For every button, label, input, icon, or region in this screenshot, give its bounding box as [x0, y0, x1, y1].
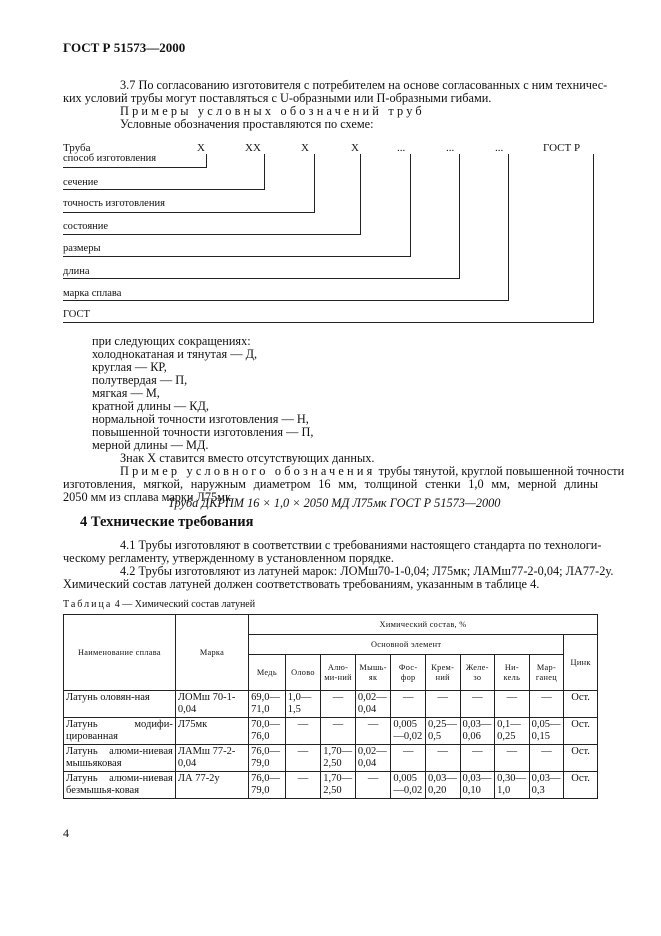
table-row — [64, 772, 598, 799]
cell-value: Ост. — [564, 691, 598, 718]
cell-value: 0,03—0,20 — [425, 772, 460, 799]
abbrev-item: повышенной точности изготовления — П, — [92, 425, 314, 439]
para-4-2-line2: Химический состав латуней должен соответствовать требованиям, указанным в таблице 4. — [63, 577, 540, 591]
cell-grade: ЛА 77-2у — [175, 772, 248, 799]
cell-value: — — [285, 718, 321, 745]
header-col-aluminium: Алю-ми-ний — [321, 655, 356, 691]
table-row — [64, 718, 598, 745]
cell-value: — — [495, 691, 530, 718]
cell-grade: Л75мк — [175, 718, 248, 745]
scheme-vline-3 — [314, 154, 315, 213]
table-row — [64, 745, 598, 772]
scheme-label-method: способ изготовления — [63, 153, 157, 164]
example-line1-rest: трубы тянутой, круглой повышенной точности — [378, 464, 625, 478]
designation-scheme — [63, 142, 603, 322]
cell-value: 0,02—0,04 — [355, 745, 391, 772]
cell-grade: ЛОМш 70-1-0,04 — [175, 691, 248, 718]
cell-value: 0,30—1,0 — [495, 772, 530, 799]
cell-value: 0,25—0,5 — [425, 718, 460, 745]
cell-value: — — [425, 745, 460, 772]
cell-name: Латунь модифи-цированная — [64, 718, 176, 745]
scheme-top-xx: XX — [245, 142, 261, 154]
table-caption-label: Таблица — [63, 599, 113, 610]
cell-value: Ост. — [564, 745, 598, 772]
para-4-1-line1: 4.1 Трубы изготовляют в соответствии с требованиями настоящего стандарта по технологи- — [120, 538, 602, 552]
cell-value: — — [529, 745, 564, 772]
header-col-arsenic: Мышь-як — [355, 655, 391, 691]
scheme-vline-7 — [508, 154, 509, 301]
header-chemical-composition: Химический состав, % — [249, 615, 598, 635]
table-caption — [63, 599, 255, 610]
example-line2: изготовления, мягкой, наружным диаметром 16 мм, толщиной стенки 1,0 мм, мерной длины — [63, 477, 598, 491]
example-line1 — [120, 464, 625, 478]
cell-value: 1,70—2,50 — [321, 745, 356, 772]
cell-value: 0,03—0,10 — [460, 772, 495, 799]
para-3-7-line2: ких условий трубы могут поставляться с U-образными или П-образными гибами. — [63, 91, 492, 105]
header-col-nickel: Ни-кель — [495, 655, 530, 691]
cell-value: 1,70—2,50 — [321, 772, 356, 799]
para-3-7-line1: 3.7 По согласованию изготовителя с потребителем на основе согласованных с ним техничес- — [120, 78, 608, 92]
abbrev-item: нормальной точности изготовления — Н, — [92, 412, 309, 426]
header-col-silicon: Крем-ний — [425, 655, 460, 691]
cell-name: Латунь алюми-ниевая безмышья-ковая — [64, 772, 176, 799]
header-col-iron: Желе-зо — [460, 655, 495, 691]
abbrev-item: круглая — КР, — [92, 360, 167, 374]
scheme-top-x1: X — [197, 142, 205, 154]
examples-title: Примеры условных обозначений труб — [120, 104, 425, 118]
cell-value: 70,0—76,0 — [249, 718, 286, 745]
cell-value: 1,0—1,5 — [285, 691, 321, 718]
scheme-label-section: сечение — [63, 177, 99, 188]
scheme-vline-2 — [264, 154, 265, 190]
chemical-composition-table — [63, 614, 598, 799]
cell-value: 0,05—0,15 — [529, 718, 564, 745]
header-alloy-name: Наименование сплава — [64, 615, 176, 691]
scheme-top-dots1: ... — [397, 142, 406, 154]
cell-value: 0,03—0,06 — [460, 718, 495, 745]
cell-value: — — [529, 691, 564, 718]
cell-value: — — [391, 691, 426, 718]
cell-value: — — [391, 745, 426, 772]
cell-value: 76,0—79,0 — [249, 745, 286, 772]
cell-value: 0,02—0,04 — [355, 691, 391, 718]
abbrev-item: мерной длины — МД. — [92, 438, 209, 452]
cell-value: 69,0—71,0 — [249, 691, 286, 718]
scheme-label-gost: ГОСТ — [63, 309, 90, 320]
cell-value: — — [495, 745, 530, 772]
scheme-label-length: длина — [63, 266, 90, 277]
abbrev-item: холоднокатаная и тянутая — Д, — [92, 347, 258, 361]
abbrev-intro: при следующих сокращениях: — [92, 334, 251, 348]
scheme-hline-8 — [63, 322, 593, 323]
cell-value: — — [355, 718, 391, 745]
scheme-hline-7 — [63, 300, 508, 301]
scheme-top-gost-r: ГОСТ Р — [543, 142, 581, 154]
cell-value: — — [425, 691, 460, 718]
header-main-element: Основной элемент — [249, 635, 564, 655]
cell-value: — — [355, 772, 391, 799]
scheme-vline-6 — [459, 154, 460, 279]
header-col-copper: Медь — [249, 655, 286, 691]
scheme-intro: Условные обозначения проставляются по схеме: — [120, 117, 374, 131]
scheme-vline-4 — [360, 154, 361, 235]
cell-value: 76,0—79,0 — [249, 772, 286, 799]
scheme-label-state: состояние — [63, 221, 109, 232]
scheme-top-dots2: ... — [446, 142, 455, 154]
scheme-top-dots3: ... — [495, 142, 504, 154]
scheme-vline-8 — [593, 154, 594, 323]
cell-name: Латунь алюми-ниевая мышьяковая — [64, 745, 176, 772]
scheme-top-x3: X — [351, 142, 359, 154]
scheme-hline-2 — [63, 189, 264, 190]
scheme-hline-1 — [63, 167, 206, 168]
scheme-top-truba: Труба — [63, 142, 91, 154]
cell-value: 0,005—0,02 — [391, 718, 426, 745]
scheme-hline-6 — [63, 278, 459, 279]
cell-value: 0,03—0,3 — [529, 772, 564, 799]
page-number: 4 — [63, 826, 69, 840]
header-col-zinc: Цинк — [564, 635, 598, 691]
para-4-1-line2: ческому регламенту, утвержденному в установленном порядке. — [63, 551, 394, 565]
abbrev-item: полутвердая — П, — [92, 373, 188, 387]
example-spaced-heading: Пример условного обозначения — [120, 464, 376, 478]
header-col-phosphorus: Фос-фор — [391, 655, 426, 691]
example-line3: 2050 мм из сплава марки Л75мк — [63, 490, 231, 504]
cell-name: Латунь оловян-ная — [64, 691, 176, 718]
cell-value: 0,1—0,25 — [495, 718, 530, 745]
table-row — [64, 691, 598, 718]
scheme-top-x2: X — [301, 142, 309, 154]
scheme-label-accuracy: точность изготовления — [63, 198, 165, 209]
abbrev-item: мягкая — М, — [92, 386, 160, 400]
scheme-label-alloy: марка сплава — [63, 288, 122, 299]
x-note: Знак X ставится вместо отсутствующих данных. — [120, 451, 375, 465]
scheme-label-sizes: размеры — [63, 243, 101, 254]
cell-value: — — [321, 691, 356, 718]
scheme-hline-4 — [63, 234, 360, 235]
header-col-manganese: Мар-ганец — [529, 655, 564, 691]
cell-value: 0,005—0,02 — [391, 772, 426, 799]
cell-value: Ост. — [564, 772, 598, 799]
header-grade: Марка — [175, 615, 248, 691]
example-designation-text: Труба ДКРПМ 16 × 1,0 × 2050 МД Л75мк ГОСТ Р 51573—2000 — [168, 496, 501, 510]
cell-value: Ост. — [564, 718, 598, 745]
cell-grade: ЛАМш 77-2-0,04 — [175, 745, 248, 772]
para-4-2-line1: 4.2 Трубы изготовляют из латуней марок: ЛОМш70-1-0,04; Л75мк; ЛАМш77-2-0,04; ЛА77-2у. — [120, 564, 614, 578]
table-caption-text: 4 — Химический состав латуней — [114, 599, 256, 610]
abbrev-item: кратной длины — КД, — [92, 399, 209, 413]
scheme-vline-1 — [206, 154, 207, 168]
cell-value: — — [460, 691, 495, 718]
header-col-tin: Олово — [285, 655, 321, 691]
document-header: ГОСТ Р 51573—2000 — [63, 40, 186, 55]
scheme-hline-5 — [63, 256, 410, 257]
scheme-hline-3 — [63, 212, 314, 213]
cell-value: — — [321, 718, 356, 745]
section-4-title: 4 Технические требования — [80, 514, 254, 530]
cell-value: — — [285, 745, 321, 772]
cell-value: — — [285, 772, 321, 799]
scheme-vline-5 — [410, 154, 411, 257]
cell-value: — — [460, 745, 495, 772]
